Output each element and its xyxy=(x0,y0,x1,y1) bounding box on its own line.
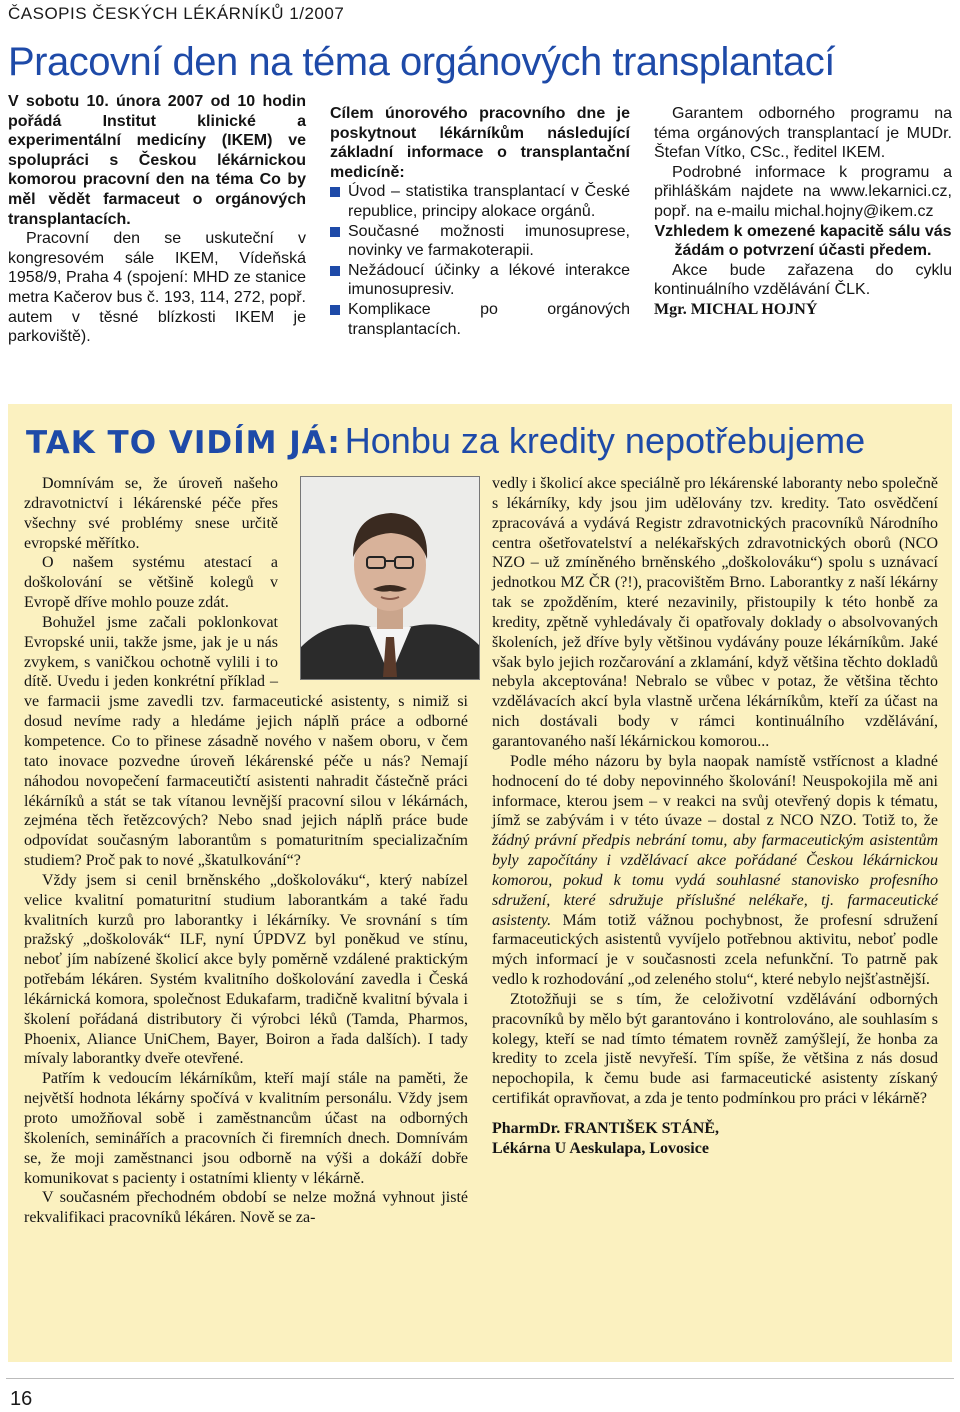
top-column-1 xyxy=(8,92,306,347)
credits-paragraph: Akce bude zařazena do cyklu kontinuálního vzdělávání ČLK. xyxy=(654,261,952,299)
article-paragraph: Vždy jsem si cenil brněnského „doškolováku“, který nabízel velice kvalitní pomaturitní studium laborantkám a také řadu kvalitních kurzů pro laborantky i lékárníky. Ve srovnání s tím pražský „doškolovák“ ILF, nyní ÚPDVZ byl poněkud ve stínu, neboť jím nabízené školicí akce byly poměrně vzdálené praktickým potřebám lékáren. Systém kvalitního doškolování zavedla i Česká lékárnická komora, společnost Edukafarm, tradičně kvalitní bývala i školení pořádaná distributory či výrobci léků (Tamda, Pharmos, Phoenix, Aliance UniChem, Bayer, Boiron a řada dalších). I tady mívaly laborantky dveře otevřené. xyxy=(24,871,468,1068)
list-item: Nežádoucí účinky a lékové interakce imunosupresiv. xyxy=(330,261,630,300)
info-paragraph: Podrobné informace k programu a přihláškám najdete na www.lekarnici.cz, popř. na e-mailu michal.hojny@ikem.cz xyxy=(654,163,952,220)
list-item: Komplikace po orgánových transplantacích. xyxy=(330,300,630,339)
article-paragraph: Ztotožňuji se s tím, že celoživotní vzdělávání odborných pracovníků by mělo být garantováno i kontrolováno, ale souhlasím s kolegy, kteří se nad tímto tématem rovněž zamýšlejí, že honba za kredity to zcela jistě nevyřeší. Tím spíše, že většina z nás dosud nepochopila, k čemu bude asi farmaceutické asistenty získaný certifikát opravňovat, a zda je tento podmínkou pro práci v lékárně? xyxy=(492,990,938,1108)
article-left-column xyxy=(24,474,468,1228)
article-paragraph: Bohužel jsme začali poklonkovat Evropské unii, takže jsme, jak je u nás zvykem, s vaničkou ochotně vylili i to dítě. Uvedu i jeden konkrétní příklad – ve farmacii jsme zavedli tzv. farmaceutické asistenty, s nimiž si dosud nevíme rady a hledáme jejich náplň práce a odborné kompetence. Co to přinese zásadně nového v našem oboru, v čem tato inovace pozvedne úroveň lékárenské péče u nás? Nemají náhodou novopečení farmaceutičtí asistenti nahradit částečně práci lékárníků a stát se tak vítanou levnější pracovní silou v lékárnách, zejména těch řetězcových? Nebo snad jejich náplň práce bude odpovídat současným laborantům s pomaturitním specializačním studiem? Proč pak to nové „škatulkování“? xyxy=(24,613,468,870)
bullet-square-icon xyxy=(330,305,340,315)
guarantor-paragraph: Garantem odborného programu na téma orgánových transplantací je MUDr. Štefan Vítko, CSc., ředitel IKEM. xyxy=(654,105,952,162)
list-item: Úvod – statistika transplantací v České republice, principy alokace orgánů. xyxy=(330,182,630,221)
column-label: TAK TO VIDÍM JÁ: xyxy=(26,425,341,461)
goal-paragraph: Cílem únorového pracovního dne je poskytnout lékárníkům následující základní informace o transplantační medicíně: xyxy=(330,105,630,181)
article-right-column xyxy=(492,474,938,1159)
program-list xyxy=(330,182,630,339)
page-headline: Pracovní den na téma orgánových transplantací xyxy=(8,40,835,84)
bullet-square-icon xyxy=(330,266,340,276)
article-paragraph: O našem systému atestací a doškolování se většině kolegů v Evropě dříve mohlo pouze zdát. xyxy=(24,554,278,612)
lead-paragraph: V sobotu 10. února 2007 od 10 hodin pořádá Institut klinické a experimentální medicíny (IKEM) ve spolupráci s Českou lékárnickou komorou pracovní den na téma Co by měl vědět farmaceut o orgánových transplantacích. xyxy=(8,93,306,228)
author-affiliation: Lékárna U Aeskulapa, Lovosice xyxy=(492,1139,709,1157)
article-paragraph: V současném přechodném období se nelze možná vyhnout jisté rekvalifikaci pracovníků lékáren. Nově se za- xyxy=(24,1189,468,1227)
venue-paragraph: Pracovní den se uskuteční v kongresovém sále IKEM, Vídeňská 1958/9, Praha 4 (spojení: MHD ze stanice metra Kačerov bus č. 193, 114, 272, popř. autem v těsné blízkosti IKEM je parkoviště). xyxy=(8,230,306,346)
journal-title: ČASOPIS ČESKÝCH LÉKÁRNÍKŮ 1/2007 xyxy=(8,4,345,23)
quoted-regulation: žádný právní předpis nebrání tomu, aby farmaceutickým asistentům byly započítány i vzdělávací akce pořádané Českou lékárnickou komorou, pokud k tomu vydá souhlasné stanovisko profesního sdružení, které sdružuje příslušné nelékaře, tj. farmaceutické asistenty. xyxy=(492,832,938,929)
bullet-square-icon xyxy=(330,227,340,237)
article-paragraph: vedly i školicí akce speciálně pro lékárenské laboranty nebo společně s lékárníky, kdy jsou jim udělovány tzv. kredity. Tato osvědčení zpracovává a vydává Registr zdravotnických pracovníků Národního centra ošetřovatelství a nelékařských zdravotnických oborů (NCO NZO – už zmíněného brněnského „doškolováku“) spolu s uznávací jednotkou MZ ČR (?!), pracovištěm Brno. Laborantky z naší lékárny tak se zpožděním, které nezavinily, přistoupily k této honbě za kredity, zpětně vyhledávaly či opatřovaly doklady o absolvovaných školeních, jež dříve byly většinou vydávány pouze lékárníkům. Jaké však bylo jejich rozčarování a zklamání, když většina těchto dokladů nebyla akceptována! Nebralo se vůbec v potaz, že většina těchto vzdělávacích akcí byla vlastně určena lékárníkům, kteří za účast na nich dostávali body v rámci kontinuálního vzdělávání, garantovaného naší lékárnickou komorou... xyxy=(492,475,938,750)
signature: Mgr. MICHAL HOJNÝ xyxy=(654,300,818,318)
article-paragraph: Podle mého názoru by byla naopak namístě vstřícnost a kladné hodnocení do té doby nepovinného školování! Neuspokojila mě ani informace, kterou jsem – v reakci na svůj otevřený dopis k tématu, jímž se zabývám i v této úvaze – dostal z NCO NZO. Totiž to, že žádný právní předpis nebrání tomu, aby farmaceutickým asistentům byly započítány i vzdělávací akce pořádané Českou lékárnickou komorou, pokud k tomu vydá souhlasné stanovisko profesního sdružení, které sdružuje příslušné nelékaře, tj. farmaceutické asistenty. Mám totiž vážnou pochybnost, že profesní sdružení farmaceutických asistentů vyvíjelo potřebnou aktivitu, neboť podle mých informací je v současnosti zcela nefunkční. To patrně pak vedlo k rozhodování „od zeleného stolu“, které nebylo nejšťastnější. xyxy=(492,752,938,989)
top-column-3 xyxy=(654,104,952,320)
top-column-2 xyxy=(330,104,630,339)
page-number: 16 xyxy=(10,1388,33,1410)
author-name: PharmDr. FRANTIŠEK STÁNĚ, xyxy=(492,1120,719,1137)
bullet-square-icon xyxy=(330,187,340,197)
footer-divider xyxy=(6,1378,954,1379)
article-paragraph: Domnívám se, že úroveň našeho zdravotnictví i lékárenské péče přes všechny své problémy snese určitě evropské měřítko. xyxy=(24,475,278,552)
article-title: Honbu za kredity nepotřebujeme xyxy=(344,420,866,461)
article-heading xyxy=(26,420,865,462)
capacity-paragraph: Vzhledem k omezené kapacitě sálu vás žádám o potvrzení účasti předem. xyxy=(654,222,952,260)
article-paragraph: Patřím k vedoucím lékárníkům, kteří mají stále na paměti, že největší hodnota lékárny spočívá v kvalitním personálu. Vždy jsem proto umožňoval sobě i zaměstnancům účast na odborných školeních, seminářích a pracovních či firemních dnech. Domnívám se, že moji zaměstnanci jsou odborně na výši a dokáží dobře komunikovat s pacienty i ostatními klienty v lékárně. xyxy=(24,1070,468,1187)
list-item: Současné možnosti imunosuprese, novinky ve farmakoterapii. xyxy=(330,222,630,261)
